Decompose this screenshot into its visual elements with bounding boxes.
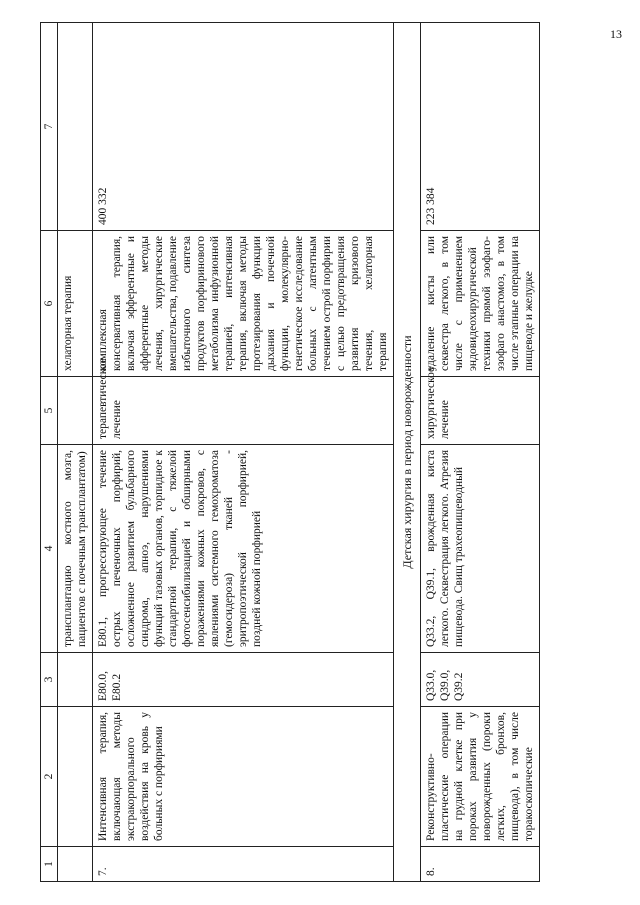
row-number: 7. — [93, 847, 394, 882]
diagnosis-text: прогрессирующее течение острых печеночных порфирий, осложненное развитием бульбарного синдрома, апноэ, нарушениями функций тазовых органов, торпидное к стандартной терапии, с тяжелой фотосенсибилизацией и обширными поражениями кожных покровов, с явлениями системного гемохроматоза (гемосидероза) тканей - эритропоэтической порфирией, поздней кожной порфирией — [97, 450, 263, 647]
patient-model: хирургическое лечение — [421, 377, 540, 445]
procedure-name: Интенсивная терапия, включающая методы экстракорпорального воздействия на кровь у больных с порфириями — [93, 707, 394, 847]
table-row-8 — [421, 23, 540, 882]
column-header: 2 — [41, 707, 58, 847]
patient-model: терапевтическое лечение — [93, 377, 394, 445]
treatment-method: удаление кисты или секвестра легкого, в том числе с применением эндовидеохирургической техники прямой эзофаго-эзофаго анастомоз, в том числе этапные операции на пищеводе и желудке — [421, 231, 540, 377]
treatment-method: комплексная консервативная терапия, включая эфферентные и афферентные методы лечения, хирургические вмешательства, подавление избыточного синтеза продуктов порфиринового метаболизма инфузионной терапией, интенсивная терапия, включая методы протезирования функции дыхания и почечной функции, молекулярно-генетическое исследование больных с латентным течением острой порфирии с целью предотвращения развития кризового течения, хелаторная терапия — [93, 231, 394, 377]
cost-value: 223 384 — [421, 23, 540, 231]
icd-codes: Q33.0, Q39.0, Q39.2 — [421, 653, 540, 707]
diagnosis-text: врожденная киста легкого. Секвестрация легкого. Атрезия пищевода. Свищ трахеопищеводный — [425, 450, 465, 647]
continuation-diagnosis: трансплантацию костного мозга, пациентов с почечным трансплантатом) — [58, 445, 93, 653]
procedure-name: Реконструктивно-пластические операции на грудной клетке при пороках развития у новорожденных (пороки легких, бронхов, пищевода), в том числе торакоскопические — [421, 707, 540, 847]
diagnosis-cell — [421, 445, 540, 653]
page-number: 13 — [610, 27, 622, 41]
cost-value: 400 332 — [93, 23, 394, 231]
column-number-row — [41, 23, 58, 882]
continuation-row — [58, 23, 93, 882]
column-header: 1 — [41, 847, 58, 882]
column-header: 6 — [41, 231, 58, 377]
row-number: 8. — [421, 847, 540, 882]
icd-codes: E80.0, E80.2 — [93, 653, 394, 707]
column-header: 3 — [41, 653, 58, 707]
column-header: 5 — [41, 377, 58, 445]
rotated-document — [40, 22, 580, 882]
icd-codes-continued: Q33.2, Q39.1, — [425, 568, 437, 647]
section-title: Детская хирургия в период новорожденности — [394, 23, 421, 882]
table-row-7 — [93, 23, 394, 882]
icd-codes-continued: E80.1, — [97, 616, 109, 647]
column-header: 7 — [41, 23, 58, 231]
column-header: 4 — [41, 445, 58, 653]
procedures-table — [40, 22, 540, 882]
continuation-method: хелаторная терапия — [58, 231, 93, 377]
diagnosis-cell — [93, 445, 394, 653]
section-row — [394, 23, 421, 882]
